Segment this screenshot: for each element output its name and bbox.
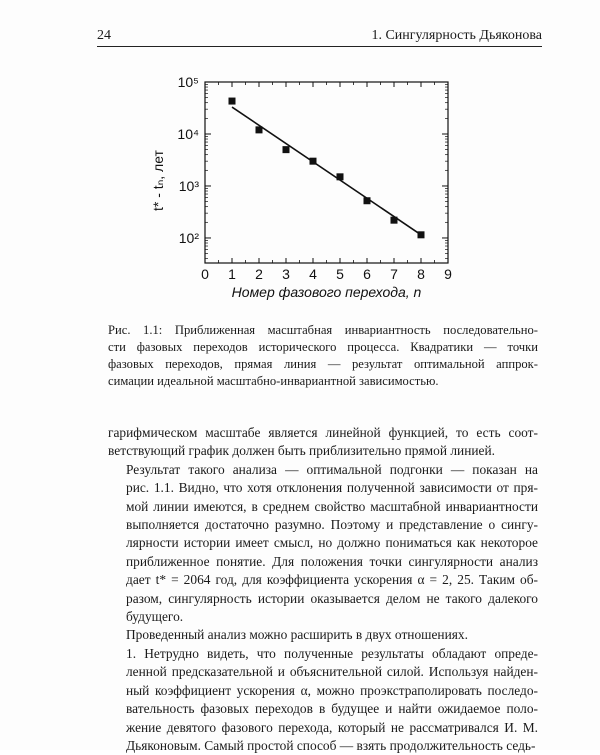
caption-line: симации идеальной масштабно-инвариантной зависимостью. — [108, 374, 439, 388]
x-tick-label: 7 — [390, 266, 398, 282]
y-tick-label: 10⁵ — [177, 74, 199, 90]
body-text — [108, 424, 538, 755]
data-point-square — [310, 158, 317, 165]
text-line: Проведенный анализ можно расширить в двух отношениях. — [126, 627, 468, 643]
text-line: приближенное понятие. Для положения точки сингулярности анализ — [126, 553, 538, 569]
text-line: вательность фазовых переходов в будущее и найти ожидаемое поло- — [126, 701, 538, 717]
running-header — [97, 28, 542, 47]
data-point-square — [418, 231, 425, 238]
x-axis-label: Номер фазового перехода, n — [231, 284, 422, 300]
paragraph — [108, 626, 538, 644]
data-point-square — [337, 173, 344, 180]
data-point-square — [283, 146, 290, 153]
text-line: рис. 1.1. Видно, что хотя отклонения полученной зависимости от пря- — [126, 480, 538, 496]
paragraph — [108, 645, 538, 755]
log-scale-scatter-chart — [130, 70, 470, 310]
caption-line: сти фазовых переходов исторического процесса. Квадратики — точки — [108, 340, 538, 354]
text-line: жение девятого фазового перехода, который не рассматривался И. М. — [126, 719, 538, 735]
text-line: Дьяконовым. Самый простой способ — взять продолжительность седь- — [126, 737, 536, 753]
chapter-title: 1. Сингулярность Дьяконова — [371, 28, 542, 43]
data-point-square — [391, 217, 398, 224]
text-line: разом, сингулярность истории оказывается делом не такого далекого — [126, 590, 538, 606]
y-tick-label: 10³ — [178, 177, 199, 194]
text-line: дает t* = 2064 год, для коэффициента ускорения α = 2, 25. Таким об- — [126, 572, 538, 588]
x-tick-label: 0 — [201, 266, 209, 282]
x-tick-label: 2 — [255, 266, 263, 282]
y-tick-label: 10⁴ — [177, 125, 199, 142]
figure-caption — [108, 322, 538, 390]
x-tick-label: 9 — [444, 266, 452, 282]
text-line: 1. Нетрудно видеть, что полученные результаты обладают опреде- — [126, 645, 538, 661]
plot-frame — [205, 82, 448, 263]
caption-line: Рис. 1.1: Приближенная масштабная инвариантность последовательно- — [108, 323, 538, 337]
text-line: будущего. — [126, 609, 184, 625]
x-tick-label: 4 — [309, 266, 317, 282]
data-point-square — [256, 126, 263, 133]
x-tick-label: 1 — [228, 266, 236, 282]
paragraph — [108, 461, 538, 627]
x-tick-label: 6 — [363, 266, 371, 282]
text-line: лярности истории имеет смысл, но должно пониматься как некоторое — [126, 535, 538, 551]
text-line: мой линии имеются, в среднем свойство масштабной инвариантности — [126, 498, 538, 514]
figure-1-1 — [130, 70, 470, 310]
y-axis-label: t* - tₙ, лет — [150, 150, 166, 211]
data-point-square — [229, 98, 236, 105]
page-number: 24 — [97, 28, 111, 43]
text-line: ный коэффициент ускорения α, можно проэкстраполировать последо- — [126, 682, 538, 698]
text-line: гарифмическом масштабе является линейной функцией, то есть соот- — [108, 425, 538, 440]
text-line: ветствующий график должен быть приблизительно прямой линией. — [108, 443, 495, 459]
y-tick-label: 10² — [178, 229, 199, 246]
text-line: ленной предсказательной и объяснительной силой. Используя найден- — [126, 664, 538, 680]
paragraph — [108, 424, 538, 461]
text-line: Результат такого анализа — оптимальной подгонки — показан на — [126, 461, 538, 477]
data-point-square — [364, 197, 371, 204]
x-tick-label: 5 — [336, 266, 344, 282]
caption-line: фазовых переходов, прямая линия — результат оптимальной аппрок- — [108, 357, 538, 371]
x-tick-label: 3 — [282, 266, 290, 282]
x-tick-label: 8 — [417, 266, 425, 282]
text-line: выполняется достаточно разумно. Поэтому и представление о сингу- — [126, 517, 538, 533]
fit-line — [232, 107, 421, 235]
